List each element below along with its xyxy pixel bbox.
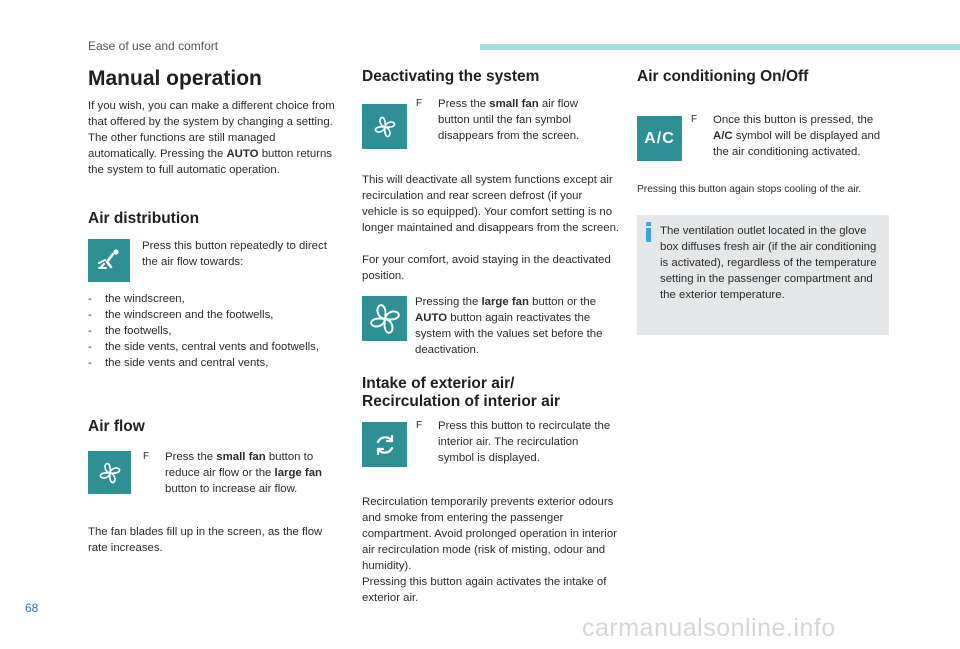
deactivating-title: Deactivating the system (362, 68, 540, 85)
intake-title: Intake of exterior air/ Recirculation of interior air (362, 375, 561, 410)
watermark: carmanualsonline.info (582, 614, 836, 642)
list-item: - the windscreen, (88, 293, 185, 305)
ac-title: Air conditioning On/Off (637, 68, 809, 85)
air-distribution-icon (88, 239, 130, 282)
header-accent-bar (480, 44, 960, 50)
info-icon (645, 222, 653, 244)
intake-paragraph: Recirculation temporarily prevents exterior odours and smoke from entering the passenger compartment. Avoid prolonged operation in interior air recirculation mode (risk of misting, odour and humidity). (362, 496, 617, 572)
deactivating-instruction: F Press the small fan air flow button until the fan symbol disappears from the screen. (416, 98, 580, 142)
intake-paragraph-2: Pressing this button again activates the intake of exterior air. (362, 576, 607, 604)
deactivating-paragraph: This will deactivate all system functions except air recirculation and rear screen defrost (if your vehicle is so equipped). Your comfort setting is no longer maintained and disappears from the screen. (362, 174, 620, 234)
manual-operation-intro: If you wish, you can make a different choice from that offered by the system by changing a setting. The other functions are still managed automatically. Pressing the AUTO button returns the system to full automatic operation. (88, 100, 335, 176)
reactivation-text: Pressing the large fan button or the AUTO button again reactivates the system with the values set before the deactivation. (415, 296, 603, 356)
list-item: - the side vents and central vents, (88, 357, 269, 369)
air-distribution-text: Press this button repeatedly to direct the air flow towards: (142, 240, 327, 268)
air-distribution-list (88, 291, 348, 371)
fan-large-icon (362, 296, 407, 341)
intake-instruction: F Press this button to recirculate the interior air. The recirculation symbol is displayed. (416, 420, 611, 464)
list-item: - the windscreen and the footwells, (88, 309, 274, 321)
section-header: Ease of use and comfort (88, 39, 219, 53)
air-flow-instruction: F Press the small fan button to reduce air flow or the large fan button to increase air flow. (143, 451, 323, 495)
air-flow-title: Air flow (88, 418, 145, 435)
ac-icon: A/C (637, 116, 682, 161)
recirculation-icon (362, 422, 407, 467)
fan-small-icon (88, 451, 131, 494)
air-flow-note: The fan blades fill up in the screen, as the flow rate increases. (88, 526, 323, 554)
list-item: - the side vents, central vents and footwells, (88, 341, 320, 353)
list-item: - the footwells, (88, 325, 172, 337)
fan-small-icon (362, 104, 407, 149)
deactivating-paragraph-2: For your comfort, avoid staying in the deactivated position. (362, 254, 611, 282)
ac-instruction: F Once this button is pressed, the A/C symbol will be displayed and the air conditioning activated. (691, 114, 881, 158)
manual-operation-title: Manual operation (88, 67, 262, 90)
page-number: 68 (25, 601, 39, 615)
ac-stop-text: Pressing this button again stops cooling of the air. (637, 184, 862, 195)
info-text: The ventilation outlet located in the glove box diffuses fresh air (if the air conditioning is activated), regardless of the temperature setting in the passenger compartment and the exterior temperature. (660, 225, 877, 301)
air-distribution-title: Air distribution (88, 210, 200, 227)
